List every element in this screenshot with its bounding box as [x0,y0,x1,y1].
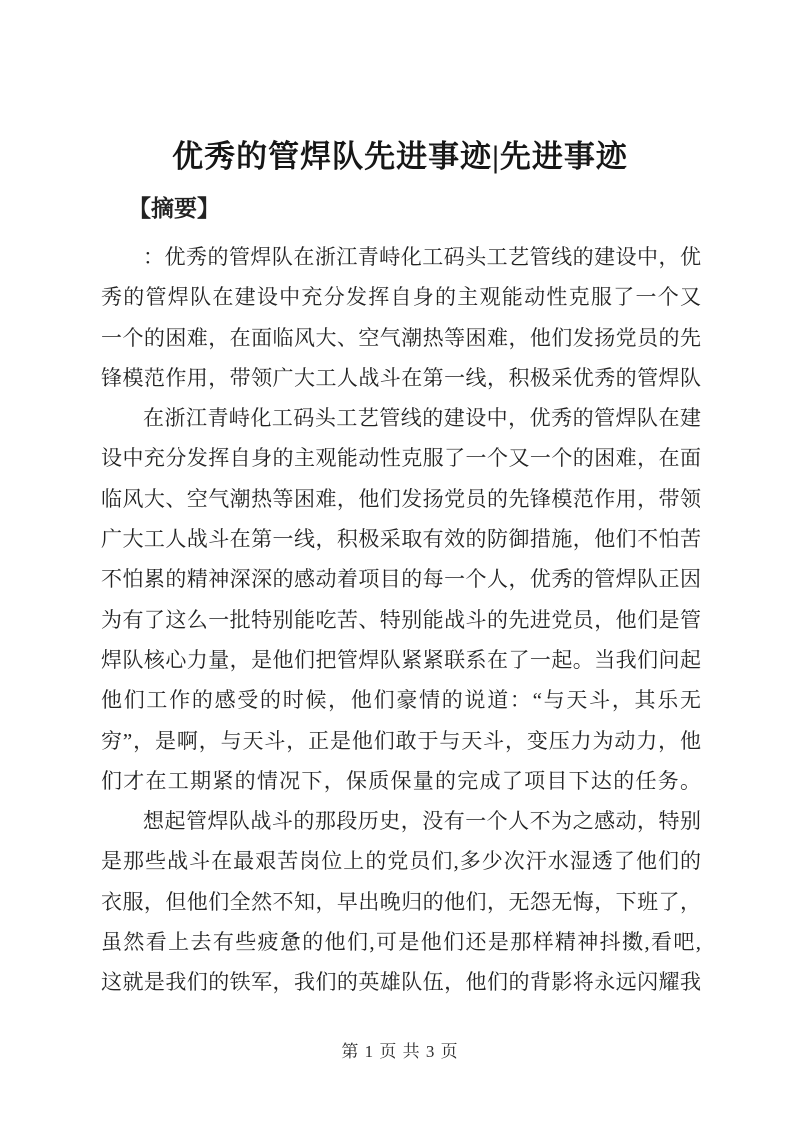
body-line: 这就是我们的铁军，我们的英雄队伍，他们的背影将永远闪耀我 [101,970,701,995]
page-number-label: 第 1 页 共 3 页 [341,1042,459,1061]
body-line: 穷”，是啊，与天斗，正是他们敢于与天斗，变压力为动力，他 [101,728,701,753]
body-line: 一个的困难，在面临风大、空气潮热等困难，他们发扬党员的先 [101,325,701,350]
body-line: 设中充分发挥自身的主观能动性克服了一个又一个的困难，在面 [101,446,701,471]
body-line: 他们工作的感受的时候，他们豪情的说道：“与天斗，其乐无 [101,688,701,713]
abstract-label: 【摘要】 [128,196,220,221]
document-title: 优秀的管焊队先进事迹|先进事迹 [172,139,628,174]
body-line: 虽然看上去有些疲惫的他们,可是他们还是那样精神抖擞,看吧, [101,930,701,955]
paragraph [101,801,701,1002]
body-line: 衣服，但他们全然不知，早出晚归的他们，无怨无悔，下班了， [101,889,701,914]
body-line: 锋模范作用，带领广大工人战斗在第一线，积极采优秀的管焊队 [101,365,701,390]
page-footer [0,1040,800,1064]
body-line: 焊队核心力量，是他们把管焊队紧紧联系在了一起。当我们问起 [101,647,701,672]
paragraph [101,398,701,801]
document-body [101,237,701,1003]
body-line: ：优秀的管焊队在浙江青峙化工码头工艺管线的建设中，优 [143,245,701,269]
body-line: 为有了这么一批特别能吃苦、特别能战斗的先进党员，他们是管 [101,607,701,632]
paragraph [101,237,701,398]
body-line: 想起管焊队战斗的那段历史，没有一个人不为之感动，特别 [143,809,701,834]
body-line: 在浙江青峙化工码头工艺管线的建设中，优秀的管焊队在建 [143,406,701,431]
body-line: 广大工人战斗在第一线，积极采取有效的防御措施，他们不怕苦 [101,527,701,552]
body-line: 们才在工期紧的情况下，保质保量的完成了项目下达的任务。 [101,768,701,793]
body-line: 是那些战斗在最艰苦岗位上的党员们,多少次汗水湿透了他们的 [101,849,701,874]
body-line: 临风大、空气潮热等困难，他们发扬党员的先锋模范作用，带领 [101,486,701,511]
body-line: 不怕累的精神深深的感动着项目的每一个人，优秀的管焊队正因 [101,567,701,592]
body-line: 秀的管焊队在建设中充分发挥自身的主观能动性克服了一个又 [101,285,701,310]
